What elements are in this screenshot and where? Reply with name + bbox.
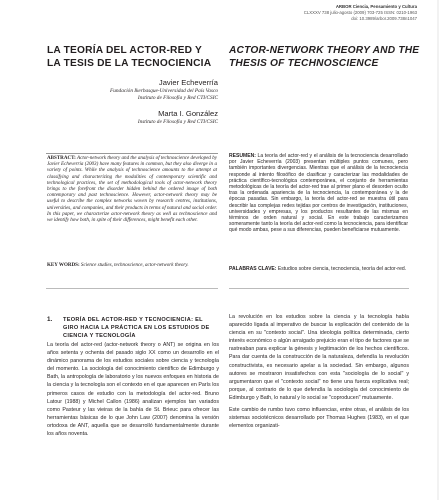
- doi[interactable]: doi: 10.3989/arbor.2009.738n1047: [351, 16, 417, 21]
- keywords-label: KEY WORDS:: [47, 262, 80, 268]
- keywords-spanish: [229, 266, 408, 272]
- title-spanish: LA TEORÍA DEL ACTOR-RED Y LA TESIS DE LA TECNOCIENCIA: [47, 45, 212, 69]
- resumen-label: RESUMEN:: [229, 153, 256, 159]
- author-list: [40, 78, 218, 134]
- author-2: [40, 109, 218, 126]
- section-number: 1.: [47, 316, 53, 323]
- author-name: Javier Echeverría: [158, 78, 218, 87]
- paragraph: La teoría del actor-red (actor-network theory o ANT) se origina en los años setenta y ochenta del pasado siglo XX como un desarrollo en el dinámico panorama de los estudios sociales sobre ciencia y tecnología del momento. La sociología del conocimiento científico de Edimburgo y Bath, la antropología de laboratorio y los nuevos enfoques en historia de la ciencia y la tecnología son el contexto en el que aparecen en París los primeros casos de estudio con la metodología del actor-red. Bruno Latour (1988) y Michel Callon (1986) analizan ejemplos tan variados como Pasteur y las vieiras de la bahía de St. Brieuc para ofrecer las herramientas básicas de lo que John Law (2007) denomina la versión ortodoxa de ANT, aquella que se desarrolló fundamentalmente durante los años noventa.: [47, 342, 219, 438]
- body-column-left: [47, 341, 219, 438]
- running-header: [304, 4, 417, 22]
- palabras-clave-text: Estudios sobre ciencia, tecnociencia, teoría del actor-red.: [276, 266, 407, 272]
- keywords-text: Science studies, technoscience, actor-network theory.: [79, 262, 189, 268]
- abstract-spanish: [229, 153, 408, 234]
- palabras-clave-label: PALABRAS CLAVE:: [229, 266, 277, 272]
- resumen-text: La teoría del actor-red y el análisis de la tecnociencia desarrollado por Javier Echeverría (2003) presentan múltiples puntos comunes, pero también importantes divergencias. Mientras que el análisis de la tecnociencia responde al intento filosófico de clasificar y caracterizar las modalidades de práctica científico-tecnológica contemporánea, el conjunto de herramientas metodológicas de la teoría del actor-red trae al primer plano el desorden oculto tras la ordenada apariencia de la tecnociencia, la contemporánea y la de épocas pasadas. Sin embargo, la teoría del actor-red se muestra útil para describir las complejas redes tejidas por centros de investigación, instituciones, universidades y empresas, y los productos resultantes de las mismas en términos de orden natural y social. En este trabajo caracterizamos someramente tanto la teoría del actor-red como la tecnociencia, para identificar qué modo ambas, pese a sus diferencias, pueden beneficiarse mutuamente.: [229, 153, 408, 234]
- keywords-english: [47, 262, 217, 268]
- paragraph: La revolución en los estudios sobre la ciencia y la tecnología había aparecido ligada al imperativo de buscar la explicación del contenido de la ciencia en su "contexto social". Una ideología política determinada, cierto interés económico o algún arraigado prejuicio eran el tipo de factores que se rastreaban para explicar la génesis y legitimación de los hechos científicos. Para dar cuenta de la construcción de la naturaleza, defendía la revolución constructivista, es necesario apelar a la sociedad. Sin embargo, algunos autores se mostraron insatisfechos con esta "sociología de lo social" y argumentaron que el "contexto social" no tiene una fuerza explicativa real; porque, al contrario de lo que defendía la sociología del conocimiento de Edimburgo y Bath, lo natural y lo social se "coproducen" mutuamente.: [229, 314, 409, 401]
- author-affiliation: Fundación Ikerbasque-Universidad del País Vasco: [110, 88, 218, 94]
- abstract-english: [47, 155, 217, 223]
- section-divider-right: [229, 288, 409, 289]
- author-1: [40, 78, 218, 101]
- journal-name: ARBOR Ciencia, Pensamiento y Cultura: [335, 4, 417, 9]
- abstract-label: ABSTRACT:: [47, 155, 76, 161]
- author-affiliation: Instituto de Filosofía y Red CTI/CSIC: [137, 94, 218, 101]
- title-english: ACTOR-NETWORK THEORY AND THE THESIS OF TECHNOSCIENCE: [229, 45, 420, 69]
- section-heading: TEORÍA DEL ACTOR-RED Y TECNOCIENCIA: EL GIRO HACIA LA PRÁCTICA EN LOS ESTUDIOS DE CIENCIA Y TECNOLOGÍA: [63, 317, 210, 339]
- author-affiliation: Instituto de Filosofía y Red CTI/CSIC: [137, 119, 218, 125]
- journal-issue: CLXXXV 738 julio-agosto (2009) 703-725 ISSN: 0210-1963: [303, 10, 417, 15]
- abstract-text: Actor-network theory and the analysis of technoscience developed by Javier Echeverría (2003) have many features in common, but they also diverge in a variety of points. While the analysis of technoscience amounts to the attempt at classifying and characterizing the modalities of contemporary scientific and technological practices, the set of methodological tools of actor-network theory brings to the forefront the disorder hidden behind the ordered image of both contemporary and past technoscience. However, actor-network theory may be useful to describe the complex networks woven by research centres, institutions, universities, and companies, and their products in terms of natural and social order. In this paper, we characterize actor-network theory as well as technoscience and we identify how both, in spite of their differences, might benefit each other.: [47, 155, 217, 224]
- author-name: Marta I. González: [158, 109, 218, 118]
- body-column-right: [229, 313, 409, 434]
- section-divider-left: [46, 288, 218, 289]
- paragraph: Este cambio de rumbo tuvo como influencias, entre otras, el análisis de los sistemas sociotécnicos desarrollado por Thomas Hughes (1983), en el que elementos organizati-: [229, 407, 409, 430]
